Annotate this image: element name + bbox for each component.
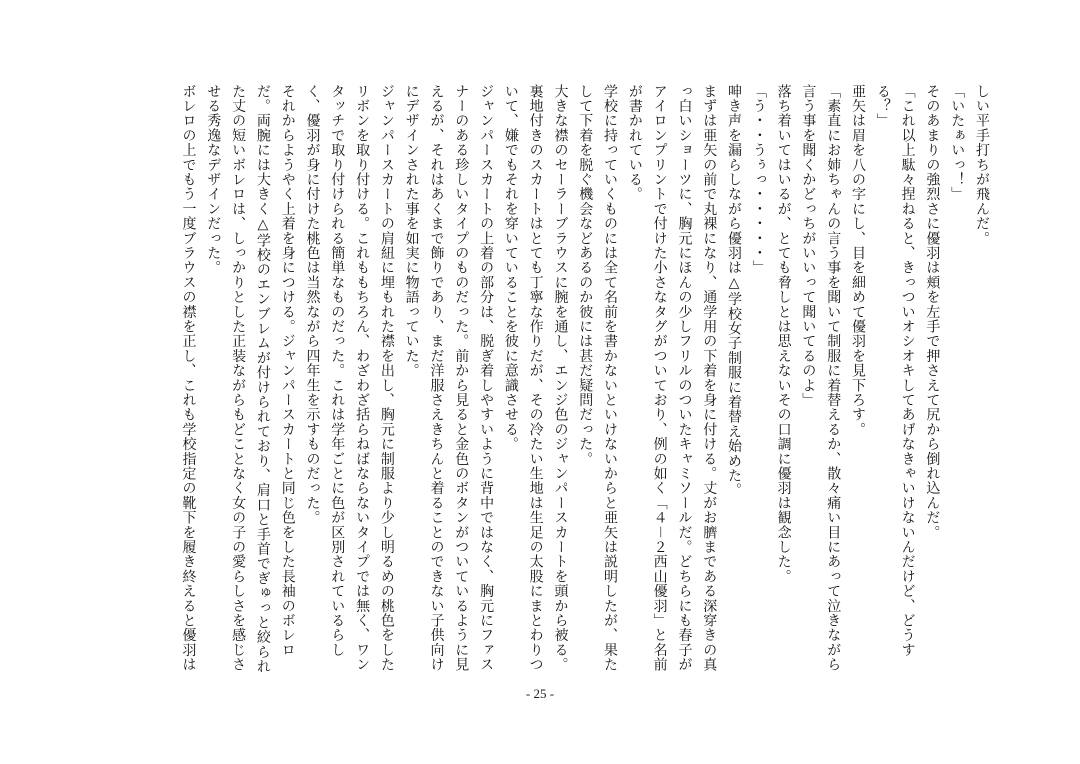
paragraph: 「いたぁいっ！」 — [949, 84, 966, 202]
paragraph: 呻き声を漏らしながら優羽は△学校女子制服に着替え始めた。 — [726, 84, 743, 498]
paragraph: まずは亜矢の前で丸裸になり、通学用の下着を身に付ける。丈がお臍まである深穿きの真っ白いショーツに、胸元にほんの少しフリルのついたキャミソールだ。どちらにも春子がアイロンプリントで付けた小さなタグがついており、例の如く「４－２西山優羽」と名前が書かれている。 — [626, 84, 718, 672]
paragraph: ジャンパースカートの上着の部分は、脱ぎ着しやすいように背中ではなく、胸元にファスナーのある珍しいタイプのものだった。前から見ると金色のボタンがついているように見えるが、それはあくまで飾りであり、まだ洋服さえきちんと着ることのできない子供向けにデザインされた事を如実に物語っていた。 — [403, 84, 495, 672]
paragraph: 学校に持っていくものには全て名前を書かないといけないからと亜矢は説明したが、果たして下着を脱ぐ機会などあるのか彼には甚だ疑問だった。 — [577, 84, 619, 672]
paragraph: 落ち着いてはいるが、とても脅しとは思えないその口調に優羽は観念した。 — [775, 84, 792, 584]
paragraph: そのあまりの強烈さに優羽は頬を左手で押さえて尻から倒れ込んだ。 — [924, 84, 941, 540]
paragraph: 「これ以上駄々捏ねると、きっついオシオキしてあげなきゃいけないんだけど、どうする？」 — [874, 84, 916, 658]
paragraph: 亜矢は眉を八の字にし、目を細めて優羽を見下ろす。 — [850, 84, 867, 437]
page-number: - 25 - — [525, 686, 555, 701]
paragraph: ジャンパースカートの肩紐に埋もれた襟を出し、胸元に制服より少し明るめの桃色をしたリボンを取り付ける。これももちろん、わざわざ括らねばならないタイプでは無く、ワンタッチで取り付けられる簡単なものだった。これは学年ごとに色が区別されているらしく、優羽が身に付けた桃色は当然ながら四年生を示すものだった。 — [304, 84, 395, 672]
paragraph: 「素直にお姉ちゃんの言う事を聞いて制服に着替えるか、散々痛い目にあって泣きながら言う事を聞くかどっちがいいって聞いてるのよ」 — [800, 84, 842, 672]
paragraph: しい平手打ちが飛んだ。 — [974, 84, 990, 246]
paragraph: 大きな襟のセーラーブラウスに腕を通し、エンジ色のジャンパースカートを頭から被る。裏地付きのスカートはとても丁寧な作りだが、その冷たい生地は生足の太股にまとわりついて、嫌でもそれを穿いていることを彼に意識させる。 — [502, 84, 569, 672]
paragraph: 「う・・うぅっ・・・・・」 — [750, 84, 767, 276]
paragraph: それからようやく上着を身につける。ジャンパースカートと同じ色をした長袖のボレロだ。両腕には大きく△学校のエンブレムが付けられており、肩口と手首でぎゅっと絞られた丈の短いボレロは、しっかりとした正装ながらもどことなく女の子の愛らしさを感じさせる秀逸なデザインだった。 — [205, 84, 296, 674]
vertical-text-body — [96, 84, 994, 680]
paragraph: ボレロの上でもう一度ブラウスの襟を正し、これも学校指定の靴下を履き終えると優羽は — [180, 84, 197, 672]
